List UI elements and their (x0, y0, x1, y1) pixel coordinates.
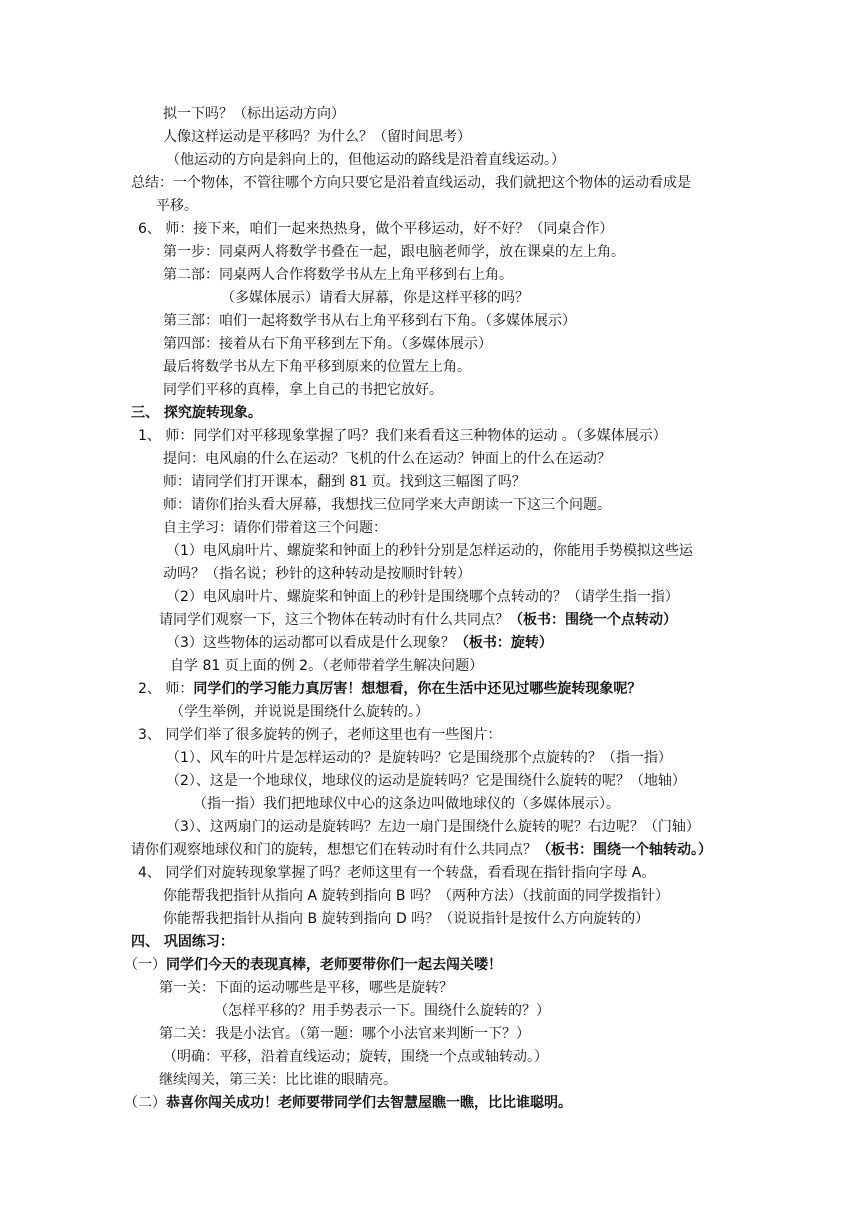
board-note: （板书：围绕一个点转动） (509, 612, 677, 628)
text-line: 师：请你们抬头看大屏幕，我想找三位同学来大声朗读一下这三个问题。 (163, 497, 611, 513)
text-line: 第二部：同桌两人合作将数学书从左上角平移到右上角。 (163, 267, 513, 283)
text-line-main: 2、 师： (138, 681, 194, 697)
text-line: 4、 同学们对旋转现象掌握了吗？老师这里有一个转盘，看看现在指针指向字母 A。 (138, 865, 656, 881)
text-line (124, 957, 502, 973)
text-line: 拟一下吗？（标出运动方向） (163, 106, 345, 122)
text-line: 继续闯关，第三关：比比谁的眼睛亮。 (159, 1072, 397, 1088)
text-line-main: 请你们观察地球仪和门的旋转，想想它们在转动时有什么共同点？ (131, 842, 537, 858)
text-line: （怎样平移的？用手势表示一下。围绕什么旋转的？） (214, 1003, 550, 1019)
text-line (166, 635, 553, 651)
text-line-main: 请同学们观察一下，这三个物体在转动时有什么共同点？ (159, 612, 509, 628)
text-line (159, 612, 677, 628)
text-line: 第一步：同桌两人将数学书叠在一起，跟电脑老师学，放在课桌的左上角。 (163, 244, 625, 260)
text-line: （2）、这是一个地球仪，地球仪的运动是旋转吗？它是围绕什么旋转的呢？（地轴） (166, 773, 686, 789)
subsection-marker: （一） (124, 957, 166, 973)
text-line: 你能帮我把指针从指向 A 旋转到指向 B 吗？（两种方法）（找前面的同学拨指针） (163, 888, 669, 904)
board-note: （板书：旋转） (454, 635, 553, 651)
bold-text: 同学们今天的表现真棒，老师要带你们一起去闯关喽！ (166, 957, 502, 973)
text-line (124, 1095, 572, 1111)
text-line: 3、 同学们举了很多旋转的例子，老师这里也有一些图片： (138, 727, 502, 743)
text-line: （学生举例，并说说是围绕什么旋转的。） (170, 704, 429, 720)
text-line: 第四部：接着从右下角平移到左下角。（多媒体展示） (163, 336, 492, 352)
text-line: （3）、这两扇门的运动是旋转吗？左边一扇门是围绕什么旋转的呢？右边呢？（门轴） (166, 819, 700, 835)
text-line: 第三部：咱们一起将数学书从右上角平移到右下角。（多媒体展示） (163, 313, 576, 329)
text-line: 自主学习：请你们带着这三个问题： (163, 520, 387, 536)
text-line: 提问：电风扇的什么在运动？飞机的什么在运动？钟面上的什么在运动？ (163, 451, 611, 467)
text-line: 你能帮我把指针从指向 B 旋转到指向 D 吗？（说说指针是按什么方向旋转的） (163, 911, 650, 927)
text-line: （2）电风扇叶片、螺旋桨和钟面上的秒针是围绕哪个点转动的？（请学生指一指） (166, 589, 679, 605)
text-line (131, 842, 712, 858)
text-line: 师：请同学们打开课本，翻到 81 页。找到这三幅图了吗？ (163, 474, 526, 490)
text-line: （1）电风扇叶片、螺旋桨和钟面上的秒针分别是怎样运动的，你能用手势模拟这些运 (166, 543, 693, 559)
board-note: （板书：围绕一个轴转动。） (537, 842, 712, 858)
text-line: 第二关：我是小法官。（第一题：哪个小法官来判断一下？） (159, 1026, 530, 1042)
bold-text: 恭喜你闯关成功！老师要带同学们去智慧屋瞧一瞧，比比谁聪明。 (166, 1095, 572, 1111)
text-line (138, 681, 641, 697)
text-line: 动吗？（指名说；秒针的这种转动是按顺时针转） (163, 566, 471, 582)
text-line: 平移。 (156, 198, 198, 214)
text-line: 6、 师：接下来，咱们一起来热热身，做个平移运动，好不好？（同桌合作） (138, 221, 614, 237)
section-heading: 四、 巩固练习： (131, 934, 234, 950)
text-line: 自学 81 页上面的例 2。（老师带着学生解决问题） (170, 658, 484, 674)
text-line: 同学们平移的真棒，拿上自己的书把它放好。 (163, 382, 443, 398)
text-line-main: （3）这些物体的运动都可以看成是什么现象？ (166, 635, 455, 651)
text-line: 第一关：下面的运动哪些是平移，哪些是旋转？ (159, 980, 453, 996)
text-line: （明确：平移，沿着直线运动；旋转，围绕一个点或轴转动。） (163, 1049, 548, 1065)
bold-text: 同学们的学习能力真厉害！想想看，你在生活中还见过哪些旋转现象呢？ (193, 681, 642, 697)
text-line: 1、 师：同学们对平移现象掌握了吗？我们来看看这三种物体的运动 。（多媒体展示） (138, 428, 667, 444)
text-line: （1）、风车的叶片是怎样运动的？是旋转吗？它是围绕那个点旋转的？（指一指） (166, 750, 672, 766)
text-line: 总结：一个物体，不管往哪个方向只要它是沿着直线运动，我们就把这个物体的运动看成是 (131, 175, 691, 191)
text-line: （他运动的方向是斜向上的，但他运动的路线是沿着直线运动。） (166, 152, 565, 168)
text-line: 最后将数学书从左下角平移到原来的位置左上角。 (163, 359, 471, 375)
subsection-marker: （二） (124, 1095, 166, 1111)
section-heading: 三、 探究旋转现象。 (131, 405, 262, 421)
text-line: （指一指）我们把地球仪中心的这条边叫做地球仪的（多媒体展示）。 (193, 796, 620, 812)
text-line: 人像这样运动是平移吗？为什么？（留时间思考） (163, 129, 471, 145)
text-line: （多媒体展示）请看大屏幕，你是这样平移的吗？ (221, 290, 529, 306)
